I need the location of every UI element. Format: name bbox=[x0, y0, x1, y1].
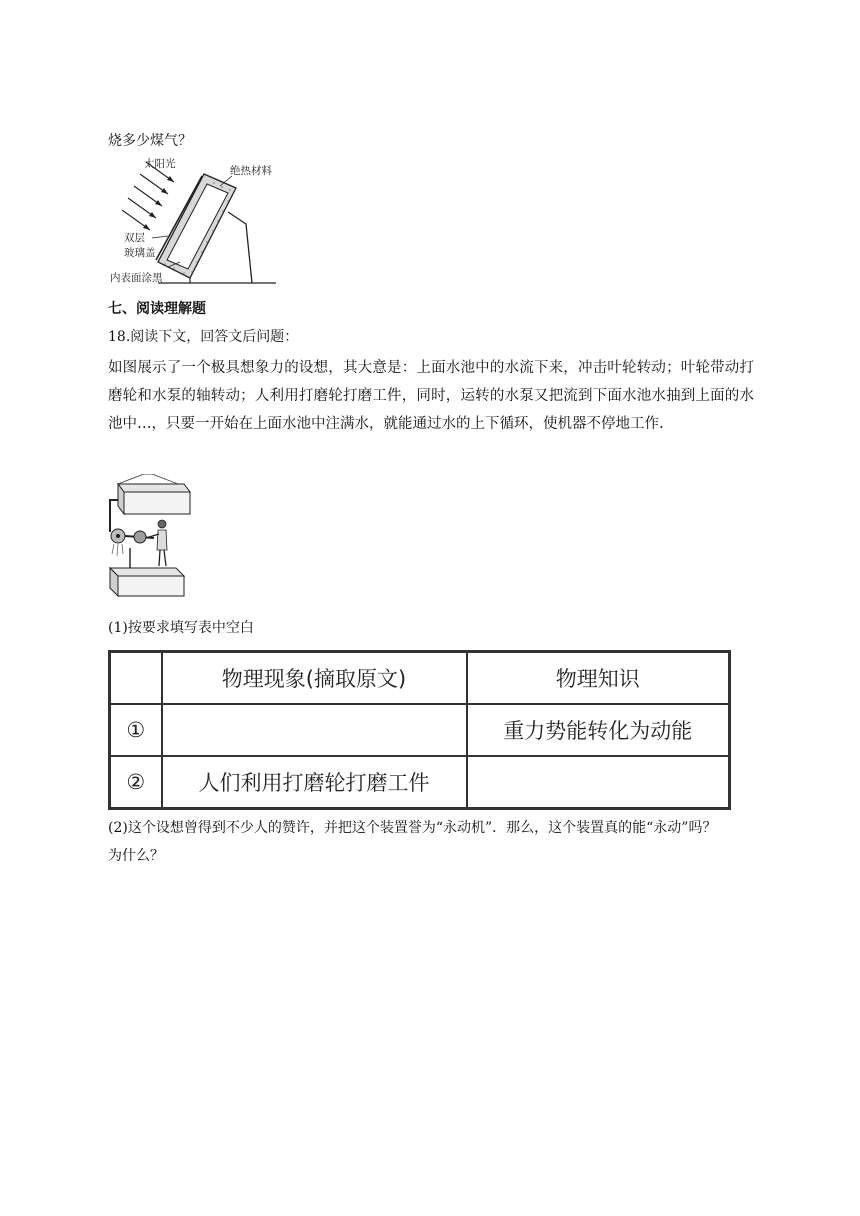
row-number-cell: ① bbox=[110, 704, 162, 756]
table-row bbox=[110, 704, 730, 756]
glass-cover-label: 玻璃盖 bbox=[124, 247, 156, 259]
part2-question-line1: (2)这个设想曾得到不少人的赞许，并把这个装置誉为“永动机”．那么，这个装置真的能“永动”吗？ bbox=[108, 820, 717, 836]
phenomenon-cell: 人们利用打磨轮打磨工件 bbox=[162, 756, 467, 809]
header-phenomenon-cell: 物理现象(摘取原文) bbox=[162, 652, 467, 705]
header-knowledge-cell: 物理知识 bbox=[467, 652, 730, 705]
inner-black-label: 内表面涂黑 bbox=[110, 272, 163, 284]
insulation-label: 绝热材料 bbox=[230, 165, 272, 177]
row-number-cell: ② bbox=[110, 756, 162, 809]
table-header-row bbox=[110, 652, 730, 705]
part1-label: (1)按要求填写表中空白 bbox=[108, 620, 254, 636]
perpetual-motion-figure bbox=[104, 474, 192, 598]
solar-heater-figure bbox=[104, 156, 284, 288]
phenomenon-answer-cell bbox=[162, 704, 467, 756]
question-intro: 18.阅读下文，回答文后问题： bbox=[108, 329, 299, 345]
knowledge-cell: 重力势能转化为动能 bbox=[467, 704, 730, 756]
sunlight-label: 太阳光 bbox=[144, 158, 176, 170]
table-row bbox=[110, 756, 730, 809]
section-heading: 七、阅读理解题 bbox=[108, 301, 206, 317]
answer-table bbox=[108, 650, 731, 810]
double-layer-label: 双层 bbox=[124, 232, 145, 244]
header-blank-cell bbox=[110, 652, 162, 705]
question-passage: 如图展示了一个极具想象力的设想，其大意是：上面水池中的水流下来，冲击叶轮转动；叶轮带动打磨轮和水泵的轴转动；人利用打磨轮打磨工件，同时，运转的水泵又把流到下面水池水抽到上面的水池中…，只要一开始在上面水池中注满水，就能通过水的上下循环，使机器不停地工作. bbox=[108, 360, 754, 432]
knowledge-answer-cell bbox=[467, 756, 730, 809]
part2-question-line2: 为什么？ bbox=[108, 848, 164, 864]
question-continuation: 烧多少煤气？ bbox=[108, 133, 192, 149]
